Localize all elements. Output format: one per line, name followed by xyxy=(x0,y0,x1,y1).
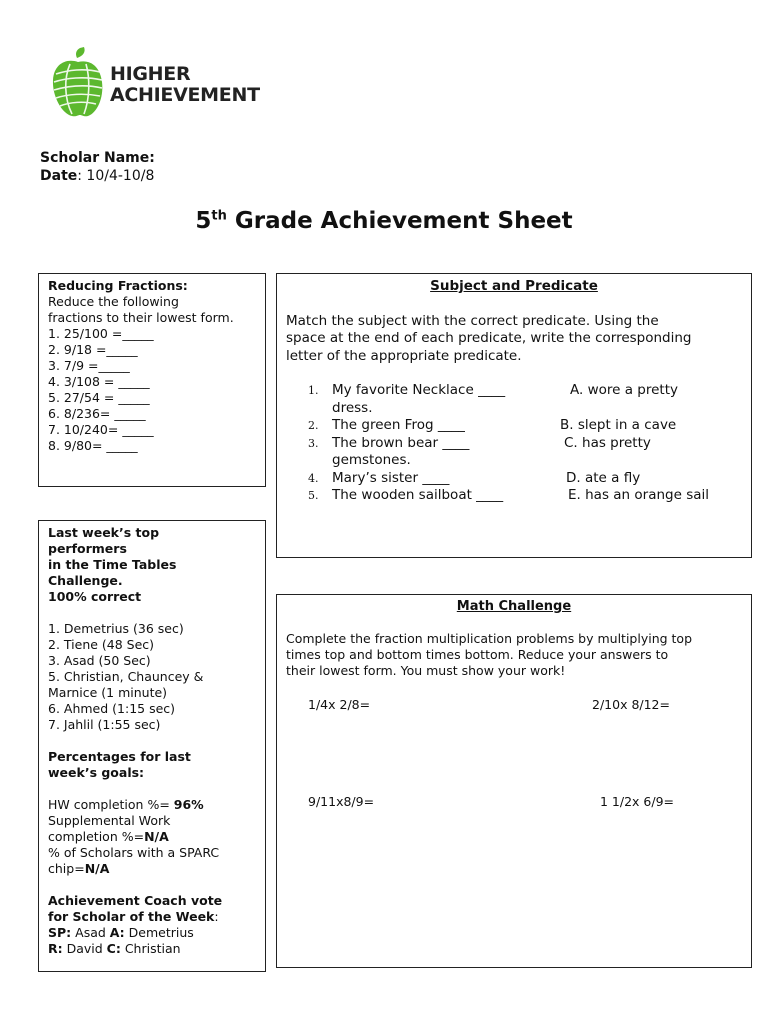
apple-logo-icon xyxy=(50,44,106,118)
math-problem: 1 1/2x 6/9= xyxy=(600,794,675,809)
reducing-item: 2. 9/18 =_____ xyxy=(48,342,138,357)
list-item: 7. Jahlil (1:55 sec) xyxy=(48,717,161,732)
date-line xyxy=(40,168,154,184)
list-item: 6. Ahmed (1:15 sec) xyxy=(48,701,176,716)
percentages-list xyxy=(48,797,256,877)
date-label: Date xyxy=(40,168,78,184)
list-item: 5. Christian, Chauncey & xyxy=(48,669,204,684)
reducing-item: 6. 8/236= _____ xyxy=(48,406,146,421)
supplemental-line-2: completion %=N/A xyxy=(48,829,169,844)
list-item: 2. The green Frog ____ B. slept in a cave xyxy=(308,417,677,433)
list-item: 1. Demetrius (36 sec) xyxy=(48,621,184,636)
list-item: 5. The wooden sailboat ____ E. has an orange sail xyxy=(308,487,709,503)
subject-predicate-box xyxy=(276,273,752,558)
reducing-item: 8. 9/80= _____ xyxy=(48,438,138,453)
math-problem: 9/11x8/9= xyxy=(308,794,375,809)
reducing-intro-2: fractions to their lowest form. xyxy=(48,310,234,325)
supplemental-line-1: Supplemental Work xyxy=(48,813,171,828)
reducing-item: 3. 7/9 =_____ xyxy=(48,358,130,373)
sparc-line-2: chip=N/A xyxy=(48,861,110,876)
math-problem: 1/4x 2/8= xyxy=(308,697,371,712)
list-item: 3. Asad (50 Sec) xyxy=(48,653,151,668)
list-item: 4. Mary’s sister ____ D. ate a fly xyxy=(308,469,641,486)
math-challenge-box xyxy=(276,594,752,968)
reducing-item: 7. 10/240= _____ xyxy=(48,422,154,437)
reducing-item: 5. 27/54 = _____ xyxy=(48,390,150,405)
hw-completion: HW completion %= 96% xyxy=(48,797,204,812)
performers-heading: Last week’s top performers in the Time Tables Challenge. 100% correct xyxy=(48,525,177,604)
list-item: Marnice (1 minute) xyxy=(48,685,168,700)
date-value: : 10/4-10/8 xyxy=(77,168,155,184)
logo-line1: HIGHER xyxy=(110,63,191,85)
list-item-wrap: dress. xyxy=(332,399,373,416)
sparc-line-1: % of Scholars with a SPARC xyxy=(48,845,220,860)
reducing-fractions-heading: Reducing Fractions: xyxy=(48,278,188,293)
page-title: 5th Grade Achievement Sheet xyxy=(195,208,573,234)
subject-predicate-heading: Subject and Predicate xyxy=(430,278,598,294)
list-item: 2. Tiene (48 Sec) xyxy=(48,637,155,652)
coach-vote: Achievement Coach vote for Scholar of the Week: SP: Asad A: Demetrius R: David C: Christian xyxy=(48,893,223,956)
subject-predicate-instructions: Match the subject with the correct predicate. Using the space at the end of each predicate, write the corresponding letter of the appropriate predicate. xyxy=(286,312,692,364)
performers-list xyxy=(48,621,256,733)
reducing-item: 1. 25/100 =_____ xyxy=(48,326,154,341)
list-item-wrap: gemstones. xyxy=(332,452,411,468)
percentages-heading: Percentages for last week’s goals: xyxy=(48,749,191,780)
scholar-name-label: Scholar Name: xyxy=(40,150,155,166)
list-item: 1. My favorite Necklace ____ A. wore a pretty xyxy=(308,382,678,398)
reducing-fractions-box xyxy=(38,273,266,487)
math-challenge-heading: Math Challenge xyxy=(456,599,572,614)
list-item: 3. The brown bear ____ C. has pretty xyxy=(308,434,651,451)
logo xyxy=(50,44,260,118)
logo-line2: ACHIEVEMENT xyxy=(110,84,260,106)
reducing-item: 4. 3/108 = _____ xyxy=(48,374,150,389)
math-instructions: Complete the fraction multiplication problems by multiplying top times top and bottom times bottom. Reduce your answers to their lowest form. You must show your work! xyxy=(286,631,693,678)
math-problem: 2/10x 8/12= xyxy=(592,697,670,712)
subject-predicate-list xyxy=(308,382,742,505)
top-performers-box xyxy=(38,520,266,972)
reducing-intro-1: Reduce the following xyxy=(48,294,179,309)
